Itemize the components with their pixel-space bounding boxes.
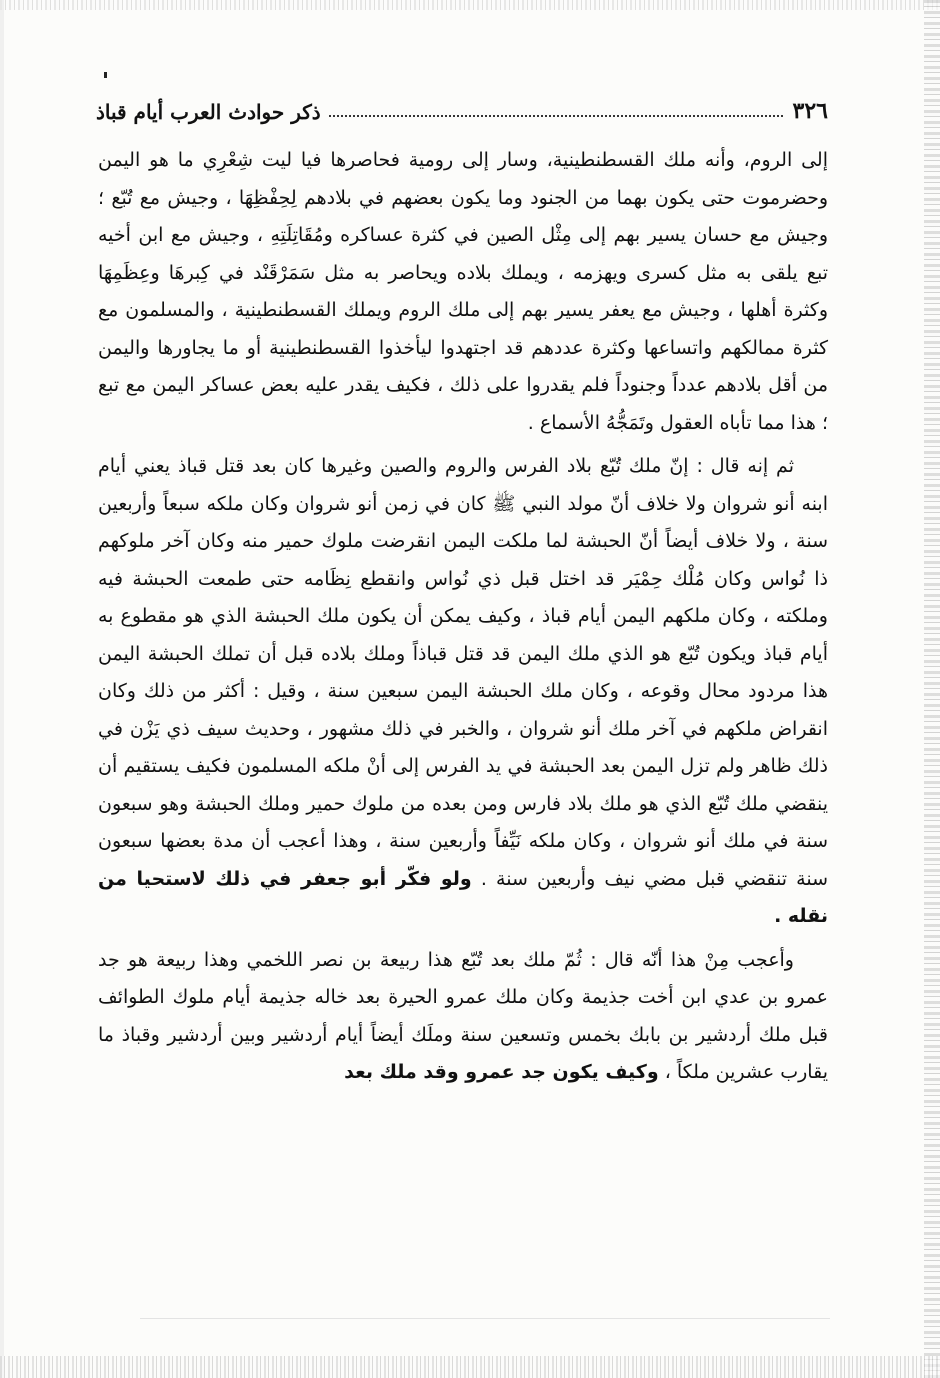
scan-edge-left	[0, 0, 4, 1378]
scan-edge-right	[924, 0, 940, 1378]
ink-mark	[104, 72, 107, 78]
page-body	[98, 142, 828, 1098]
paragraph-2	[98, 448, 828, 936]
scan-edge-bottom	[0, 1356, 940, 1378]
scan-artifact-line	[140, 1318, 830, 1319]
paragraph-2-text: ثم إنه قال : إنّ ملك تُبّع بلاد الفرس والروم والصين وغيرها كان بعد قتل قباذ يعني أيام ابنه أنو شروان ولا خلاف أنّ مولد النبي ﷺ كان في زمن أنو شروان وكان ملكه سبعاً وأربعين سنة ، ولا خلاف أيضاً أنّ الحبشة لما ملكت اليمن انقرضت ملوك حمير منه وكان آخر ملوكهم ذا نُواس وكان مُلْك حِمْيَر قد اختل قبل ذي نُواس وانقطع نِظَامه حتى طمعت الحبشة فيه وملكته ، وكان ملكهم اليمن أيام قباذ ، وكيف يمكن أن يكون ملك الحبشة الذي هو مقطوع به أيام قباذ ويكون تُبّع هو الذي ملك اليمن قد قتل قباذاً وملك بلاده قبل أن تملك الحبشة اليمن هذا مردود محال وقوعه ، وكان ملك الحبشة اليمن سبعين سنة ، وقيل : أكثر من ذلك وكان انقراض ملكهم في آخر ملك أنو شروان ، والخبر في ذلك مشهور ، وحديث سيف ذي يَزْن في ذلك ظاهر ولم تزل اليمن بعد الحبشة في يد الفرس إلى أنْ ملكه المسلمون فكيف يستقيم أن ينقضي ملك تُبّع الذي هو ملك بلاد فارس ومن بعده من ملوك حمير وملك الحبشة وهو سبعون سنة في ملك أنو شروان ، وكان ملكه نَيِّفاً وأربعين سنة ، وهذا أعجب أن مدة بعضها سبعون سنة تنقضي قبل مضي نيف وأربعين سنة .	[98, 455, 829, 890]
header-leader-dots	[329, 114, 783, 117]
paragraph-3-text: وأعجب مِنْ هذا أنّه قال : ثُمّ ملك بعد تُبّع هذا ربيعة بن نصر اللخمي وهذا ربيعة هو جد عمرو بن عدي ابن أخت جذيمة وكان ملك عمرو الحيرة بعد خاله جذيمة أيام ملوك الطوائف قبل ملك أردشير بن بابك بخمس وتسعين سنة وملَك أيضاً أيام أردشير وبين أردشير وقباذ ما يقارب عشرين ملكاً ،	[98, 948, 828, 1083]
paragraph-1	[98, 142, 828, 442]
paragraph-3	[98, 942, 828, 1092]
page-number: ٣٢٦	[792, 98, 828, 124]
paragraph-3-bold-remark: وكيف يكون جد عمرو وقد ملك بعد	[344, 1061, 659, 1083]
scan-edge-top	[0, 0, 940, 10]
page-header	[96, 90, 828, 124]
paragraph-2-bold-remark: ولو فكّر أبو جعفر في ذلك لاستحيا من نقله .	[98, 867, 828, 927]
paragraph-1-text: إلى الروم، وأنه ملك القسطنطينية، وسار إلى رومية فحاصرها فيا ليت شِعْرِي ما هو اليمن وحضرموت حتى يكون بهما من الجنود وما يكون بعضهم في بلادهم لِحِفْظِهَا ، وجيش مع تُبّع ؛ وجيش مع حسان يسير بهم إلى مِثْل الصين في كثرة عساكره ومُقَاتِلَتِهِ ، وجيش مع ابن أخيه تبع يلقى به مثل كسرى ويهزمه ، ويملك بلاده ويحاصر به مثل سَمَرْقَنْد في كِبرهَا وعِظَمِهَا وكثرة أهلها ، وجيش مع يعفر يسير بهم إلى ملك الروم ويملك القسطنطينية ، والمسلمون مع كثرة ممالكهم واتساعها وكثرة عددهم قد اجتهدوا ليأخذوا القسطنطينية أو ما يجاورها واليمن من أقل بلادهم عدداً وجنوداً فلم يقدروا على ذلك ، فكيف يقدر عليه بعض عساكر اليمن مع تبع ؛ هذا مما تأباه العقول وتَمَجُّهُ الأسماع .	[98, 149, 828, 434]
running-title: ذكر حوادث العرب أيام قباذ	[96, 100, 321, 124]
